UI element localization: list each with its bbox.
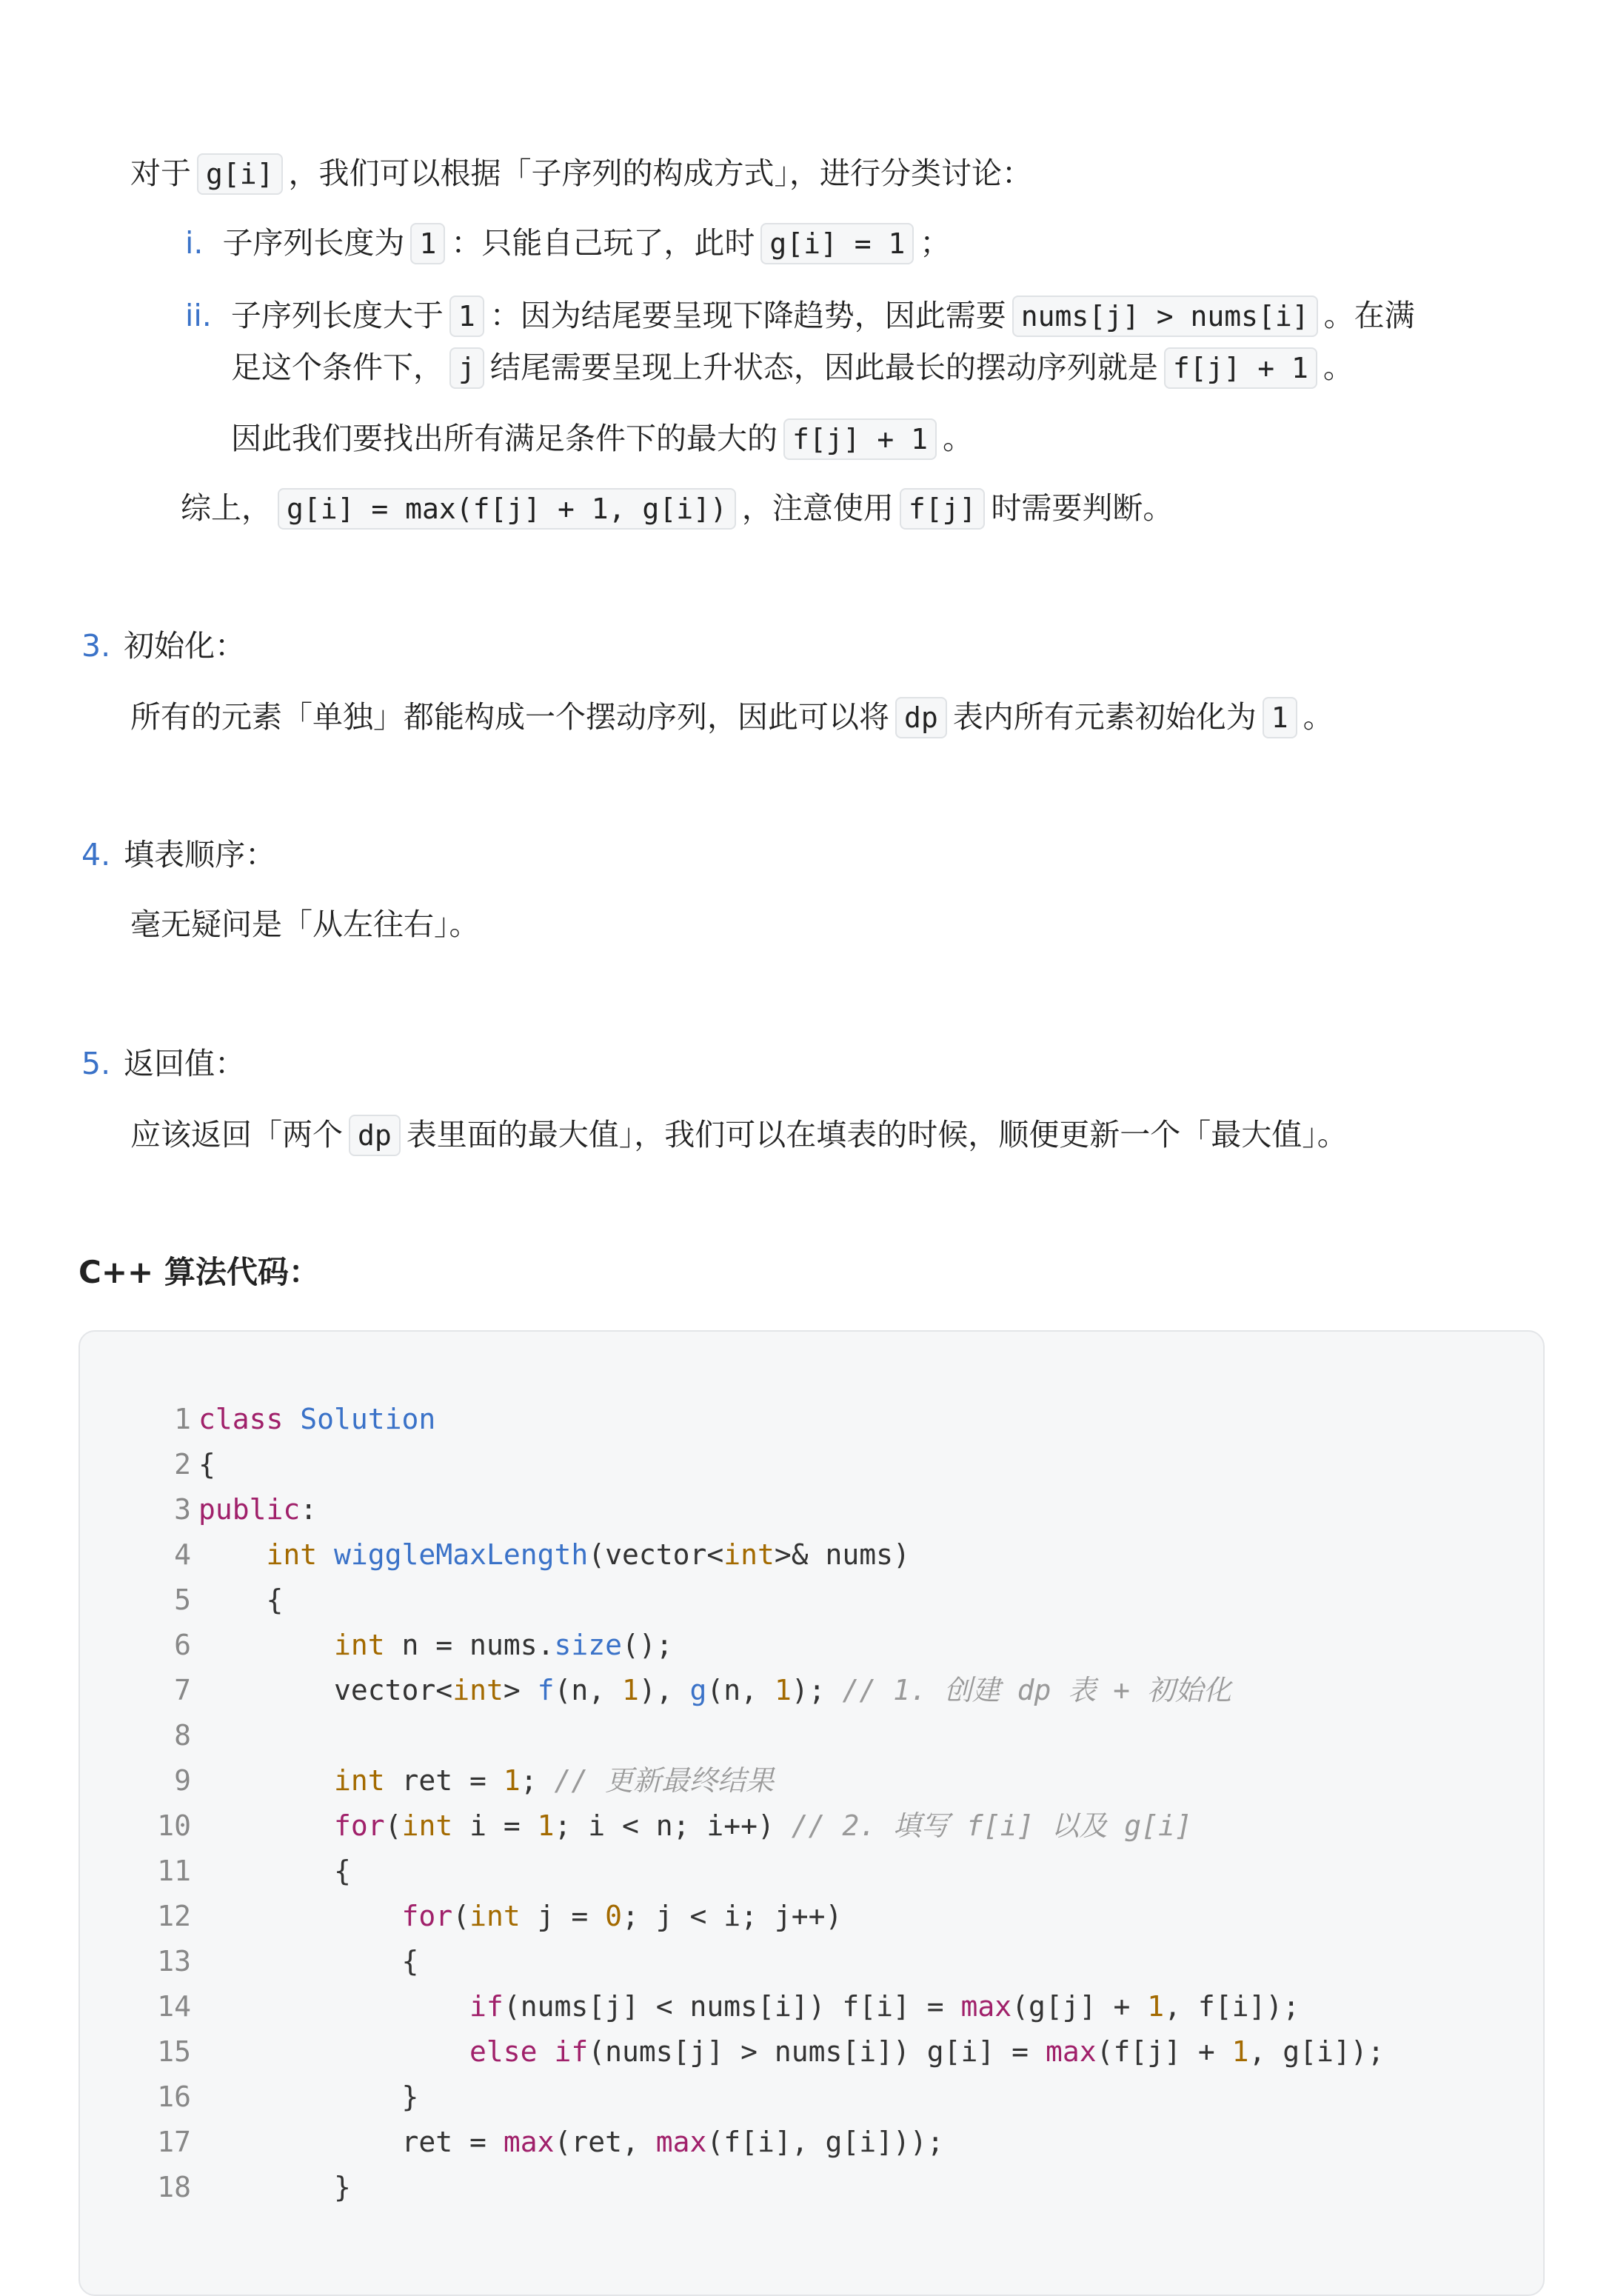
step-3-body: 所有的元素「单独」都能构成一个摆动序列，因此可以将 dp 表内所有元素初始化为 1 。: [130, 695, 1334, 740]
step-3-heading: 3. 初始化：: [81, 628, 246, 664]
code-comment: // 2. 填写 f[i] 以及 g[i]: [791, 1809, 1192, 1842]
gi-case-2-line-3: 因此我们要找出所有满足条件下的最大的 f[j] + 1 。: [231, 416, 973, 461]
inline-code: g[i] = max(f[j] + 1, g[i]): [278, 488, 736, 530]
gi-case-1: i. 子序列长度为 1 ：只能自己玩了，此时 g[i] = 1 ；: [185, 221, 950, 266]
list-marker: 4.: [81, 837, 111, 872]
step-4-heading: 4. 填表顺序：: [81, 837, 276, 872]
gi-case-2-line-2: 足这个条件下， j 结尾需要呈现上升状态，因此最长的摆动序列就是 f[j] + 1 。: [231, 345, 1354, 390]
gi-summary: 综上， g[i] = max(f[j] + 1, g[i]) ，注意使用 f[j] 时需要判断。: [181, 486, 1173, 531]
inline-code: 1: [410, 223, 445, 264]
gi-intro: 对于 g[i] ，我们可以根据「子序列的构成方式」，进行分类讨论：: [130, 151, 1032, 196]
inline-code: dp: [895, 697, 947, 738]
code-comment: // 更新最终结果: [554, 1764, 775, 1797]
list-marker: ii.: [185, 298, 212, 333]
list-marker: 5.: [81, 1046, 111, 1081]
step-5-heading: 5. 返回值：: [81, 1046, 246, 1081]
inline-code: f[j] + 1: [1164, 347, 1317, 389]
inline-code: f[j] + 1: [783, 418, 937, 460]
code-section-heading: C++ 算法代码：: [78, 1254, 320, 1290]
step-5-body: 应该返回「两个 dp 表里面的最大值」，我们可以在填表的时候，顺便更新一个「最大值」。: [130, 1112, 1348, 1158]
list-marker: 3.: [81, 628, 111, 664]
inline-code: nums[j] > nums[i]: [1012, 296, 1318, 337]
inline-code: g[i] = 1: [760, 223, 914, 264]
gi-case-2: ii. 子序列长度大于 1 ：因为结尾要呈现下降趋势，因此需要 nums[j] > nums[i] 。在满: [185, 293, 1415, 338]
inline-code: g[i]: [197, 153, 283, 195]
inline-code: dp: [349, 1115, 401, 1156]
inline-code: f[j]: [900, 488, 986, 530]
code-block[interactable]: 1 class Solution 2 { 3 public: 4 int wiggleMaxLength(vector<int>& nums) 5 { 6 int n = nums.size(); 7 vector<int> f(n, 1), g(n, 1); // 1. 创建 dp 表 + 初始化 8 9 int ret = 1; // 更新最终结果 10 for(int i = 1; i < n; i++) // 2. 填写 f[i] 以及 g[i] 11 { 12 for(int j = 0; j < i; j++) 13 { 14 if(nums[j] < nums[i]) f[i] = max(g[j] + 1, f[i]); 15 else if(nums[j] > nums[i]) g[i] = max(f[j] + 1, g[i]); 16 } 17 ret = max(ret, max(f[i], g[i])); 18 }: [78, 1330, 1545, 2296]
inline-code: j: [449, 347, 484, 389]
list-marker: i.: [185, 225, 204, 261]
inline-code: 1: [449, 296, 484, 337]
code-comment: // 1. 创建 dp 表 + 初始化: [842, 1674, 1231, 1706]
inline-code: 1: [1263, 697, 1297, 738]
step-4-body: 毫无疑问是「从左往右」。: [130, 907, 480, 942]
